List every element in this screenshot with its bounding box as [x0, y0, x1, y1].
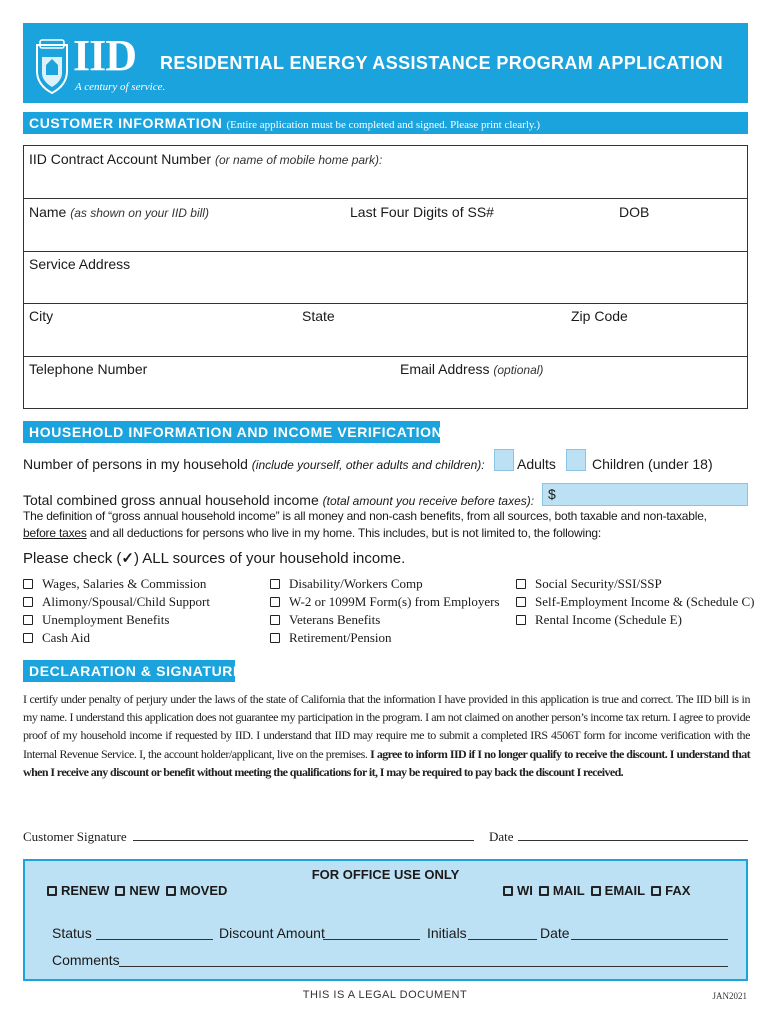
comments-label: Comments	[52, 952, 120, 968]
office-options-left	[47, 883, 227, 898]
income-input[interactable]	[542, 483, 748, 506]
state-field[interactable]: State	[302, 308, 335, 324]
zip-field[interactable]: Zip Code	[571, 308, 628, 324]
adults-count-input[interactable]	[494, 449, 514, 471]
checkbox-icon[interactable]	[539, 886, 549, 896]
children-count-input[interactable]	[566, 449, 586, 471]
checkbox-icon[interactable]	[651, 886, 661, 896]
logo-wordmark: IID	[73, 31, 137, 80]
name-row	[24, 199, 747, 252]
wi-option[interactable]: WI	[517, 883, 533, 898]
declaration-bold-text: I agree to inform IID if I no longer qualify to receive the discount. I understand that when I receive any discount or benefit without meeting the qualifications for it, I may be required to pay back the discount I received.	[23, 746, 750, 779]
checkbox-icon[interactable]	[115, 886, 125, 896]
name-field[interactable]	[29, 204, 209, 220]
income-definition-line1: The definition of “gross annual household income” is all money and non-cash benefits, from all sources, both taxable and non-taxable,	[23, 509, 707, 523]
children-label: Children (under 18)	[592, 456, 713, 472]
service-address-field[interactable]	[24, 252, 747, 304]
income-source-checkbox[interactable]: Retirement/Pension	[270, 629, 500, 647]
office-date-label: Date	[540, 925, 570, 941]
email-label: Email Address	[400, 361, 490, 377]
renew-option[interactable]: RENEW	[61, 883, 110, 898]
income-source-checkbox[interactable]: W-2 or 1099M Form(s) from Employers	[270, 593, 500, 611]
checkbox-icon[interactable]	[270, 597, 280, 607]
signature-label: Customer Signature	[23, 829, 127, 844]
initials-label: Initials	[427, 925, 467, 941]
office-use-title: FOR OFFICE USE ONLY	[311, 867, 460, 882]
signature-field[interactable]	[133, 840, 474, 841]
checkbox-icon[interactable]	[591, 886, 601, 896]
income-source-checkbox[interactable]: Rental Income (Schedule E)	[516, 611, 755, 629]
account-hint: (or name of mobile home park):	[214, 153, 383, 167]
checkbox-icon[interactable]	[516, 597, 526, 607]
currency-symbol: $	[548, 486, 556, 502]
checkbox-icon[interactable]	[23, 633, 33, 643]
name-label: Name	[29, 204, 67, 220]
header-banner	[23, 23, 748, 103]
income-sources-col1	[23, 575, 210, 647]
checkbox-icon[interactable]	[516, 615, 526, 625]
customer-section-title: CUSTOMER INFORMATION	[29, 115, 223, 131]
checkbox-icon[interactable]	[270, 633, 280, 643]
income-source-checkbox[interactable]: Self-Employment Income & (Schedule C)	[516, 593, 755, 611]
city-row	[24, 304, 747, 357]
legal-notice: THIS IS A LEGAL DOCUMENT	[302, 989, 468, 1001]
income-source-checkbox[interactable]: Alimony/Spousal/Child Support	[23, 593, 210, 611]
customer-section-header	[23, 112, 748, 134]
dob-field[interactable]: DOB	[619, 204, 650, 220]
city-field[interactable]: City	[29, 308, 54, 324]
status-label: Status	[52, 925, 92, 941]
checkbox-icon[interactable]	[270, 615, 280, 625]
customer-section-note: (Entire application must be completed and signed. Please print clearly.)	[226, 119, 541, 131]
household-section-title: HOUSEHOLD INFORMATION AND INCOME VERIFICATION	[29, 424, 443, 440]
discount-amount-field[interactable]	[323, 939, 420, 940]
customer-info-form	[23, 145, 748, 409]
account-number-field[interactable]	[24, 146, 747, 199]
email-option[interactable]: EMAIL	[604, 883, 646, 898]
declaration-section-header	[23, 660, 243, 682]
iid-shield-logo-icon	[33, 37, 71, 95]
email-field[interactable]	[400, 361, 543, 377]
checkbox-icon[interactable]	[23, 597, 33, 607]
checkbox-icon[interactable]	[47, 886, 57, 896]
checkbox-icon[interactable]	[23, 615, 33, 625]
income-definition-line2: before taxes and all deductions for persons who live in my home. This includes, but is not limited to, the following:	[23, 526, 602, 540]
income-source-checkbox[interactable]: Disability/Workers Comp	[270, 575, 500, 593]
income-sources-col2	[270, 575, 500, 647]
comments-field[interactable]	[119, 966, 728, 967]
income-source-checkbox[interactable]: Cash Aid	[23, 629, 210, 647]
check-prompt: Please check (✓) ALL sources of your household income.	[23, 550, 406, 567]
declaration-text: I certify under penalty of perjury under the laws of the state of California that the information I have provided in this application is true and correct. The IID bill is in my name. I understand this application does not guarantee my participation in the program. I am not claimed on another person’s income tax return. I agree to provide proof of my household income if requested by IID. I understand that IID may require me to submit a completed IRS 4506T form for income verification with the Internal Revenue Service. I, the account holder/applicant, live on the premises. I agree to inform IID if I no longer qualify to receive the discount. I understand that when I receive any discount or benefit without meeting the qualifications for it, I may be required to pay back the discount I received.	[23, 692, 750, 779]
logo-tagline: A century of service.	[75, 81, 166, 93]
checkbox-icon[interactable]	[166, 886, 176, 896]
mail-option[interactable]: MAIL	[552, 883, 585, 898]
contact-row	[24, 357, 747, 408]
checkbox-icon[interactable]	[503, 886, 513, 896]
office-options-right	[503, 883, 690, 898]
status-field[interactable]	[96, 939, 213, 940]
checkmark-icon: ✓	[121, 550, 134, 567]
phone-field[interactable]: Telephone Number	[29, 361, 148, 377]
office-date-field[interactable]	[571, 939, 728, 940]
income-sources-col3	[516, 575, 755, 629]
service-address-label: Service Address	[29, 256, 131, 272]
checkbox-icon[interactable]	[23, 579, 33, 589]
page-title: RESIDENTIAL ENERGY ASSISTANCE PROGRAM APPLICATION	[160, 53, 723, 73]
moved-option[interactable]: MOVED	[179, 883, 228, 898]
ss-field[interactable]: Last Four Digits of SS#	[350, 204, 494, 220]
declaration-section-title: DECLARATION & SIGNATURE	[29, 663, 243, 679]
income-source-checkbox[interactable]: Social Security/SSI/SSP	[516, 575, 755, 593]
income-source-checkbox[interactable]: Wages, Salaries & Commission	[23, 575, 210, 593]
discount-amount-label: Discount Amount	[219, 925, 325, 941]
adults-label: Adults	[517, 456, 556, 472]
checkbox-icon[interactable]	[270, 579, 280, 589]
initials-field[interactable]	[468, 939, 537, 940]
household-section-header	[23, 421, 443, 443]
income-label: Total combined gross annual household income (total amount you receive before taxes):	[23, 492, 535, 508]
new-option[interactable]: NEW	[129, 883, 160, 898]
account-label: IID Contract Account Number	[29, 151, 212, 167]
date-label: Date	[489, 829, 514, 844]
form-revision: JAN2021	[712, 991, 747, 1001]
fax-option[interactable]: FAX	[665, 883, 691, 898]
persons-label: Number of persons in my household (include yourself, other adults and children):	[23, 456, 485, 472]
date-field[interactable]	[518, 840, 748, 841]
income-source-checkbox[interactable]: Unemployment Benefits	[23, 611, 210, 629]
checkbox-icon[interactable]	[516, 579, 526, 589]
name-hint: (as shown on your IID bill)	[70, 206, 209, 220]
email-hint: (optional)	[493, 363, 544, 377]
income-source-checkbox[interactable]: Veterans Benefits	[270, 611, 500, 629]
office-use-box	[23, 859, 748, 981]
